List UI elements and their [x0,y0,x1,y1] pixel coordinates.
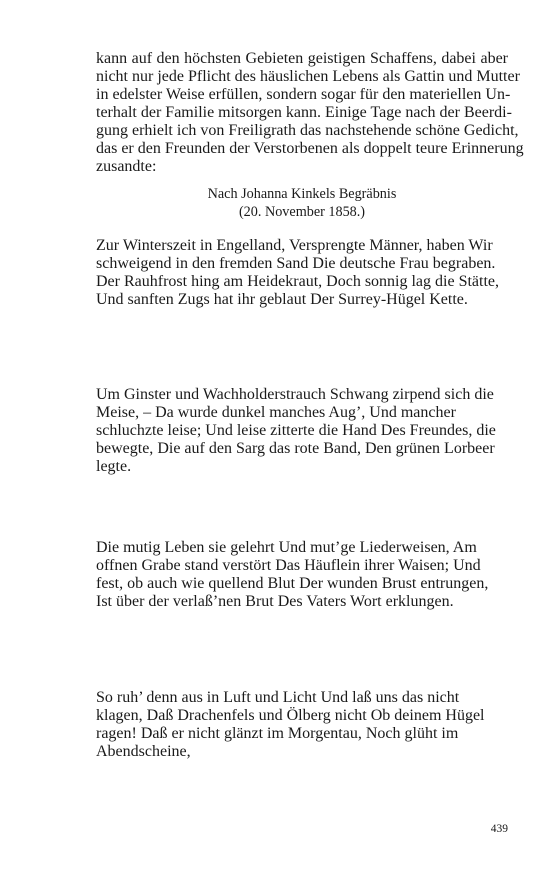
verse-line: Und mut’ge Liederweisen, [278,539,450,556]
verse-line: Am offnen Grabe stand verstört [96,539,477,574]
verse-line: Um Ginster und Wachholderstrauch [96,386,326,403]
verse-line: Ist über der verlaß’nen Brut [96,593,274,610]
verse-line: Schwang zirpend sich die Meise, – [96,386,494,421]
prose-line: zusandte: [96,158,157,175]
verse-line: Des Vaters Wort erklungen. [277,593,454,610]
poem-stanza-2 [96,386,508,476]
verse-line: Und leise zitterte die Hand [205,422,377,439]
verse-line: Der Rauhfrost hing am Heidekraut, [96,273,323,290]
verse-line: Der Surrey-Hügel Kette. [310,291,468,308]
verse-line: Und sanften Zugs hat ihr geblaut [96,291,307,308]
verse-line: Doch sonnig lag die Stätte, [326,273,500,290]
verse-line: Die deutsche Frau begraben. [312,255,496,272]
verse-line: Zur Winterszeit in Engelland, [96,237,286,254]
verse-line: Daß Drachenfels und Ölberg nicht [146,707,367,724]
verse-line: Daß er nicht glänzt im Morgentau, [140,725,362,742]
verse-line: Und fest, ob auch wie quellend Blut [96,557,481,592]
verse-line: So ruh’ denn aus in Luft und Licht [96,689,317,706]
verse-line: Da wurde dunkel manches Aug’, [155,404,366,421]
verse-line: Noch glüht im Abendscheine, [96,725,459,760]
verse-line: Und mancher schluchzte leise; [96,404,456,439]
page-number: 439 [490,823,508,835]
verse-line: Des Freundes, die bewegte, [96,422,496,457]
verse-line: Wir schweigend in den fremden Sand [96,237,493,272]
poem-date-line: (20. November 1858.) [238,203,366,220]
poem-title-line: Nach Johanna Kinkels Begräbnis [207,186,397,202]
prose-paragraph [96,50,524,176]
prose-line: gung erhielt ich von Freiligrath das nachstehende schöne Gedicht, [96,122,519,139]
verse-line: Den grünen Lorbeer legte. [96,440,495,475]
verse-line: Das Häuflein ihrer Waisen; [275,557,450,574]
poem-stanza-3 [96,539,508,611]
verse-line: Ob deinem Hügel ragen! [96,707,485,742]
prose-line: in edelster Weise erfüllen, sondern sogar für den materiellen Un- [96,86,511,103]
verse-line: Versprengte Männer, haben [288,237,465,254]
poem-stanza-1 [96,237,508,309]
verse-line: Und laß uns das nicht klagen, [96,689,460,724]
poem-stanza-4 [96,689,508,761]
verse-line: Die auf den Sarg das rote Band, [157,440,361,457]
prose-line: terhalt der Familie mitsorgen kann. Einige Tage nach der Beerdi- [96,104,512,121]
poem-title [96,186,508,221]
verse-line: Der wunden Brust entrungen, [299,575,489,592]
prose-line: kann auf den höchsten Gebieten geistigen Schaffens, dabei aber [96,50,508,67]
prose-line: nicht nur jede Pflicht des häuslichen Lebens als Gattin und Mutter [96,68,520,85]
verse-line: Die mutig Leben sie gelehrt [96,539,275,556]
prose-line: das er den Freunden der Verstorbenen als doppelt teure Erinnerung [96,140,524,157]
